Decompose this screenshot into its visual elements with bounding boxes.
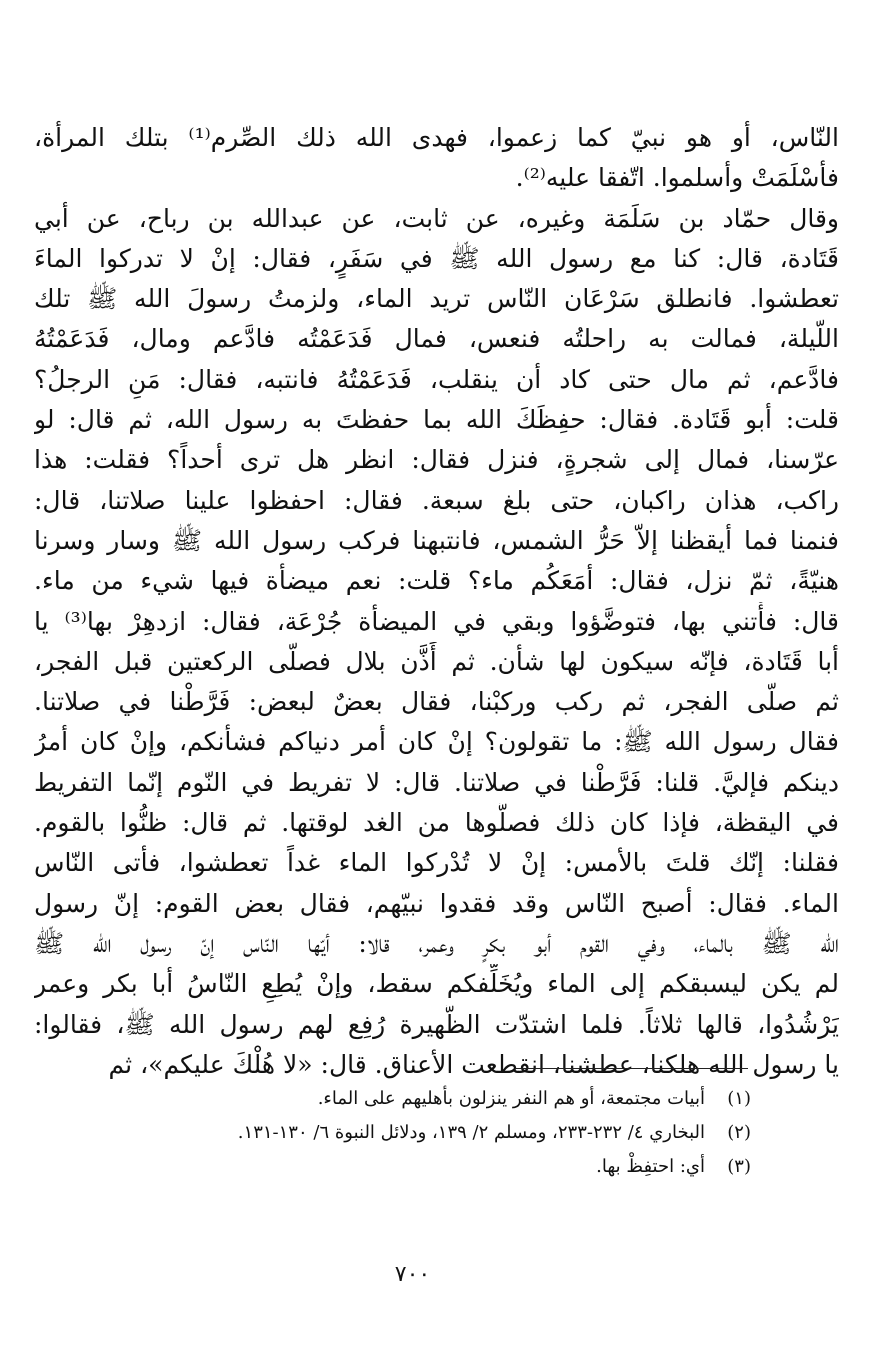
text-line: الماء. فقال: أصبح النّاس وقد فقدوا نبيّهم، فقال بعض القوم: إنّ رسول [34,888,839,918]
text-line: قال: فأْتني بها، فتوضَّؤوا وبقي في الميضأة جُرْعَة، فقال: ازدهِرْ بها⁽³⁾ يا [34,606,839,636]
text-line: وقال حمّاد بن سَلَمَة وغيره، عن ثابت، عن عبدالله بن رباح، عن أبي [34,203,839,233]
text-line: فقال رسول الله ﷺ: ما تقولون؟ إنْ كان أمر دنياكم فشأنكم، وإنْ كان أمرُ [34,727,839,757]
footnote-item [111,1150,751,1184]
footnote-text: أبيات مجتمعة، أو هم النفر ينزلون بأهليهم على الماء. [317,1088,705,1109]
text-line: في اليقظة، فإذا كان ذلك فصلُّوها من الغد لوقتها. ثم قال: ظنُّوا بالقوم. [34,808,839,838]
footnote-divider [515,1068,748,1069]
footnote-text: البخاري ٤/ ٢٣٢-٢٣٣، ومسلم ٢/ ١٣٩، ودلائل النبوة ٦/ ١٣٠-١٣١. [237,1122,705,1143]
text-line: ثم صلّى الفجر، ثم ركب وركبْنا، فقال بعضٌ لبعض: فَرَّطْنا في صلاتنا. [34,687,839,717]
text-line: تعطشوا. فانطلق سَرْعَان النّاس تريد الماء، ولزمتُ رسولَ الله ﷺ تلك [34,284,839,314]
text-line: فادَّعم، ثم مال حتى كاد أن ينقلب، فَدَعَمْتُهُ فانتبه، فقال: مَنِ الرجلُ؟ [34,364,839,394]
footnote-item [111,1116,751,1150]
text-line: اللّيلة، فمالت به راحلتُه فنعس، فمال فَدَعَمْتُه فادَّعم ومال، فَدَعَمْتُهُ [34,324,839,354]
text-line: قَتَادة، قال: كنا مع رسول الله ﷺ في سَفَرٍ، فقال: إنْ لا تدركوا الماءَ [34,243,839,273]
text-line: عرّسنا، فمال إلى شجرةٍ، فنزل فقال: انظر هل ترى أحداً؟ فقلت: هذا [34,445,839,475]
page-number: ٧٠٠ [394,1262,431,1287]
footnote-item [111,1082,751,1116]
footnotes [111,1082,751,1184]
text-line: دينكم فإليَّ. قلنا: فَرَّطْنا في صلاتنا. قال: لا تفريط في النّوم إنّما التفريط [34,767,839,797]
text-line: يا رسول الله هلكنا، عطشنا، انقطعت الأعناق. قال: «لا هُلْكَ عليكم»، ثم [108,1049,839,1079]
text-line: فنمنا فما أيقظنا إلاّ حَرُّ الشمس، فانتبهنا فركب رسول الله ﷺ وسار وسرنا [34,525,839,555]
text-line: قلت: أبو قَتَادة. فقال: حفِظَكَ الله بما حفظتَ به رسول الله، ثم قال: لو [34,405,839,435]
text-line: هنيّةً، ثمّ نزل، فقال: أمَعَكُم ماء؟ قلت: نعم ميضأة فيها شيء من ماء. [34,566,839,596]
text-line: أبا قَتَادة، فإنّه سيكون لها شأن. ثم أَذَّن بلال فصلّى الركعتين قبل الفجر، [34,646,839,676]
main-text-block [34,118,839,1085]
text-line: فقلنا: إنّك قلتَ بالأمس: إنْ لا تُدْركوا الماء غداً تعطشوا، فأتى النّاس [34,848,839,878]
text-line: الله ﷺ بالماء، وفي القوم أبو بكرٍ وعمر، قالا: أيّها النّاس إنّ رسول الله ﷺ [34,928,839,958]
text-line: النّاس، أو هو نبيّ كما زعموا، فهدى الله ذلك الصِّرم⁽¹⁾ بتلك المرأة، [34,123,839,152]
footnote-text: أي: احتفِظْ بها. [596,1156,705,1177]
text-line: فأسْلَمَتْ وأسلموا. اتّفقا عليه⁽²⁾. [515,163,839,193]
footnote-number: (١) [727,1088,751,1109]
text-line: لم يكن ليسبقكم إلى الماء ويُخَلِّفكم سقط، وإنْ يُطِعِ النّاسُ أبا بكر وعمر [34,969,839,999]
footnote-number: (٣) [727,1156,751,1177]
footnote-number: (٢) [727,1122,751,1143]
text-line: يَرْشُدُوا، قالها ثلاثاً. فلما اشتدّت الظَّهيرة رُفِع لهم رسول الله ﷺ، فقالوا: [34,1009,839,1039]
text-line: راكب، هذان راكبان، حتى بلغ سبعة. فقال: احفظوا علينا صلاتنا، قال: [34,485,839,515]
